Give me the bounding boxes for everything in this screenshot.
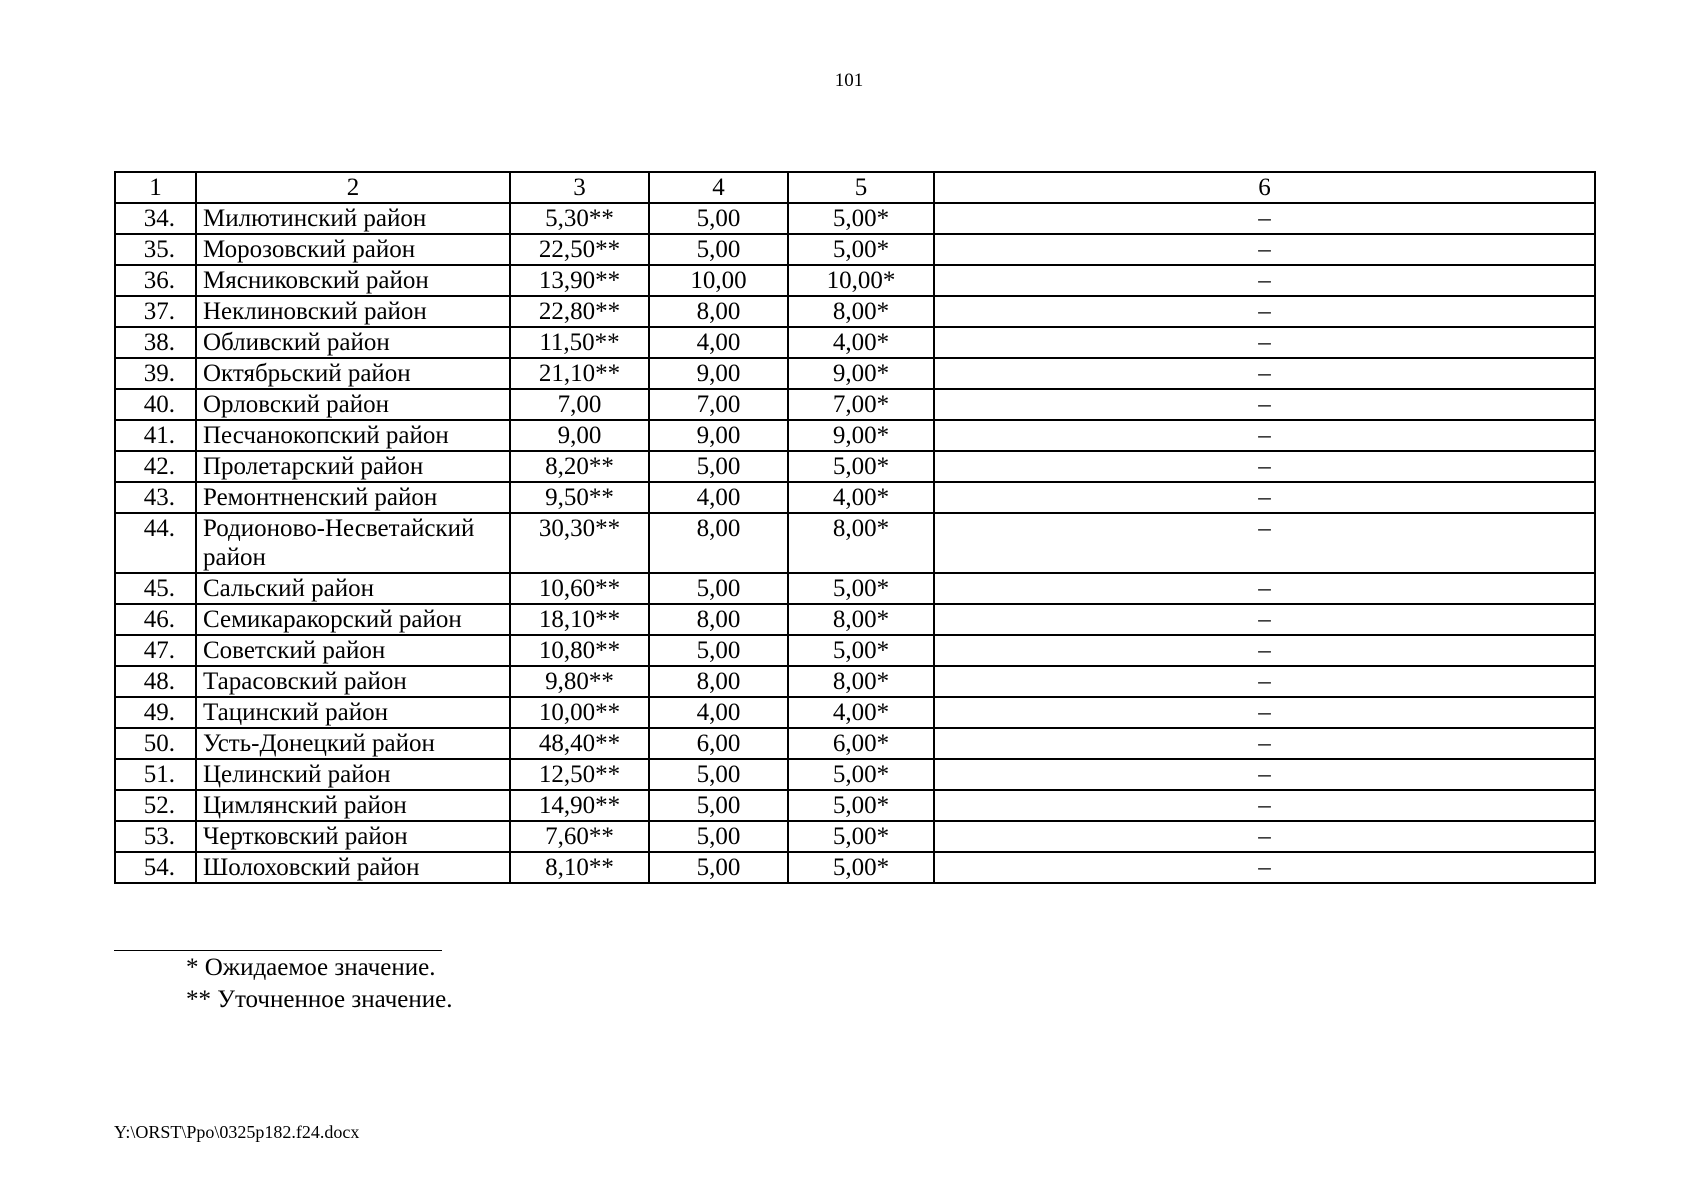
value-col-5: 5,00* xyxy=(788,821,934,852)
value-col-5: 8,00* xyxy=(788,604,934,635)
value-col-4: 7,00 xyxy=(649,389,788,420)
value-col-3: 8,10** xyxy=(510,852,649,883)
value-col-6: – xyxy=(934,420,1595,451)
value-col-6: – xyxy=(934,852,1595,883)
value-col-5: 4,00* xyxy=(788,482,934,513)
row-number: 52. xyxy=(115,790,196,821)
footnote-divider xyxy=(114,950,442,951)
district-name: Целинский район xyxy=(196,759,510,790)
value-col-4: 6,00 xyxy=(649,728,788,759)
table-row xyxy=(115,852,1595,883)
value-col-3: 14,90** xyxy=(510,790,649,821)
file-path: Y:\ORST\Ppo\0325p182.f24.docx xyxy=(114,1122,360,1142)
district-name: Чертковский район xyxy=(196,821,510,852)
row-number: 53. xyxy=(115,821,196,852)
value-col-5: 5,00* xyxy=(788,790,934,821)
table-row xyxy=(115,635,1595,666)
district-name: Тарасовский район xyxy=(196,666,510,697)
district-name: Морозовский район xyxy=(196,234,510,265)
table-row xyxy=(115,697,1595,728)
row-number: 42. xyxy=(115,451,196,482)
value-col-4: 10,00 xyxy=(649,265,788,296)
value-col-5: 4,00* xyxy=(788,697,934,728)
table-row xyxy=(115,389,1595,420)
value-col-4: 9,00 xyxy=(649,420,788,451)
column-header: 3 xyxy=(510,172,649,203)
value-col-3: 18,10** xyxy=(510,604,649,635)
district-name: Шолоховский район xyxy=(196,852,510,883)
value-col-6: – xyxy=(934,234,1595,265)
footnote-expected: * Ожидаемое значение. xyxy=(186,954,436,981)
value-col-5: 10,00* xyxy=(788,265,934,296)
value-col-5: 8,00* xyxy=(788,296,934,327)
value-col-3: 7,00 xyxy=(510,389,649,420)
column-header: 6 xyxy=(934,172,1595,203)
district-name: Сальский район xyxy=(196,573,510,604)
value-col-5: 5,00* xyxy=(788,635,934,666)
value-col-3: 9,50** xyxy=(510,482,649,513)
district-name: Усть-Донецкий район xyxy=(196,728,510,759)
table-row xyxy=(115,759,1595,790)
row-number: 36. xyxy=(115,265,196,296)
table-row xyxy=(115,604,1595,635)
row-number: 40. xyxy=(115,389,196,420)
value-col-6: – xyxy=(934,790,1595,821)
value-col-6: – xyxy=(934,451,1595,482)
table-row xyxy=(115,666,1595,697)
row-number: 45. xyxy=(115,573,196,604)
column-header: 1 xyxy=(115,172,196,203)
value-col-3: 22,50** xyxy=(510,234,649,265)
table-row xyxy=(115,790,1595,821)
value-col-3: 7,60** xyxy=(510,821,649,852)
value-col-3: 10,60** xyxy=(510,573,649,604)
table-row xyxy=(115,420,1595,451)
value-col-4: 8,00 xyxy=(649,666,788,697)
page-number: 101 xyxy=(834,70,864,91)
value-col-4: 5,00 xyxy=(649,234,788,265)
footnote-refined: ** Уточненное значение. xyxy=(186,986,453,1013)
value-col-6: – xyxy=(934,358,1595,389)
value-col-3: 12,50** xyxy=(510,759,649,790)
value-col-3: 9,80** xyxy=(510,666,649,697)
value-col-5: 4,00* xyxy=(788,327,934,358)
value-col-4: 5,00 xyxy=(649,759,788,790)
district-name: Семикаракорский район xyxy=(196,604,510,635)
value-col-4: 5,00 xyxy=(649,573,788,604)
value-col-6: – xyxy=(934,265,1595,296)
row-number: 44. xyxy=(115,513,196,573)
table-row xyxy=(115,327,1595,358)
district-name: Орловский район xyxy=(196,389,510,420)
value-col-4: 5,00 xyxy=(649,451,788,482)
value-col-5: 5,00* xyxy=(788,234,934,265)
value-col-3: 21,10** xyxy=(510,358,649,389)
row-number: 50. xyxy=(115,728,196,759)
value-col-5: 8,00* xyxy=(788,666,934,697)
value-col-3: 13,90** xyxy=(510,265,649,296)
district-name: Пролетарский район xyxy=(196,451,510,482)
row-number: 48. xyxy=(115,666,196,697)
row-number: 49. xyxy=(115,697,196,728)
value-col-6: – xyxy=(934,513,1595,573)
table-row xyxy=(115,821,1595,852)
value-col-5: 5,00* xyxy=(788,759,934,790)
value-col-6: – xyxy=(934,635,1595,666)
value-col-4: 4,00 xyxy=(649,697,788,728)
column-header: 4 xyxy=(649,172,788,203)
value-col-6: – xyxy=(934,728,1595,759)
value-col-4: 5,00 xyxy=(649,821,788,852)
district-name: Цимлянский район xyxy=(196,790,510,821)
value-col-4: 9,00 xyxy=(649,358,788,389)
value-col-5: 5,00* xyxy=(788,203,934,234)
value-col-6: – xyxy=(934,821,1595,852)
district-name: Неклиновский район xyxy=(196,296,510,327)
value-col-5: 5,00* xyxy=(788,852,934,883)
value-col-5: 8,00* xyxy=(788,513,934,573)
table-row xyxy=(115,482,1595,513)
value-col-5: 5,00* xyxy=(788,451,934,482)
row-number: 51. xyxy=(115,759,196,790)
table-row xyxy=(115,451,1595,482)
value-col-3: 10,00** xyxy=(510,697,649,728)
row-number: 38. xyxy=(115,327,196,358)
table-row xyxy=(115,234,1595,265)
value-col-4: 4,00 xyxy=(649,482,788,513)
value-col-6: – xyxy=(934,573,1595,604)
district-name: Мясниковский район xyxy=(196,265,510,296)
value-col-4: 5,00 xyxy=(649,635,788,666)
row-number: 39. xyxy=(115,358,196,389)
value-col-3: 48,40** xyxy=(510,728,649,759)
row-number: 46. xyxy=(115,604,196,635)
value-col-3: 5,30** xyxy=(510,203,649,234)
value-col-4: 8,00 xyxy=(649,604,788,635)
table-row xyxy=(115,513,1595,573)
value-col-5: 5,00* xyxy=(788,573,934,604)
row-number: 41. xyxy=(115,420,196,451)
table-row xyxy=(115,573,1595,604)
value-col-6: – xyxy=(934,327,1595,358)
row-number: 47. xyxy=(115,635,196,666)
district-name: Советский район xyxy=(196,635,510,666)
value-col-6: – xyxy=(934,604,1595,635)
table-row xyxy=(115,203,1595,234)
value-col-3: 22,80** xyxy=(510,296,649,327)
value-col-5: 9,00* xyxy=(788,420,934,451)
value-col-4: 8,00 xyxy=(649,513,788,573)
value-col-6: – xyxy=(934,482,1595,513)
value-col-4: 4,00 xyxy=(649,327,788,358)
value-col-3: 30,30** xyxy=(510,513,649,573)
row-number: 37. xyxy=(115,296,196,327)
value-col-4: 5,00 xyxy=(649,852,788,883)
district-name: Родионово-Несветайский район xyxy=(196,513,510,573)
value-col-6: – xyxy=(934,697,1595,728)
table-row xyxy=(115,296,1595,327)
district-name: Ремонтненский район xyxy=(196,482,510,513)
value-col-3: 10,80** xyxy=(510,635,649,666)
value-col-6: – xyxy=(934,759,1595,790)
value-col-5: 7,00* xyxy=(788,389,934,420)
data-table xyxy=(114,171,1596,884)
table-row xyxy=(115,728,1595,759)
column-header: 5 xyxy=(788,172,934,203)
row-number: 54. xyxy=(115,852,196,883)
footnotes xyxy=(186,952,452,1016)
value-col-4: 5,00 xyxy=(649,203,788,234)
value-col-3: 9,00 xyxy=(510,420,649,451)
value-col-4: 5,00 xyxy=(649,790,788,821)
column-header: 2 xyxy=(196,172,510,203)
value-col-6: – xyxy=(934,666,1595,697)
value-col-6: – xyxy=(934,389,1595,420)
district-name: Песчанокопский район xyxy=(196,420,510,451)
district-name: Обливский район xyxy=(196,327,510,358)
row-number: 35. xyxy=(115,234,196,265)
table-row xyxy=(115,358,1595,389)
value-col-3: 11,50** xyxy=(510,327,649,358)
value-col-6: – xyxy=(934,296,1595,327)
table-row xyxy=(115,265,1595,296)
value-col-3: 8,20** xyxy=(510,451,649,482)
district-name: Октябрьский район xyxy=(196,358,510,389)
value-col-5: 9,00* xyxy=(788,358,934,389)
district-name: Тацинский район xyxy=(196,697,510,728)
value-col-5: 6,00* xyxy=(788,728,934,759)
row-number: 34. xyxy=(115,203,196,234)
row-number: 43. xyxy=(115,482,196,513)
table-header-row xyxy=(115,172,1595,203)
value-col-6: – xyxy=(934,203,1595,234)
district-name: Милютинский район xyxy=(196,203,510,234)
value-col-4: 8,00 xyxy=(649,296,788,327)
